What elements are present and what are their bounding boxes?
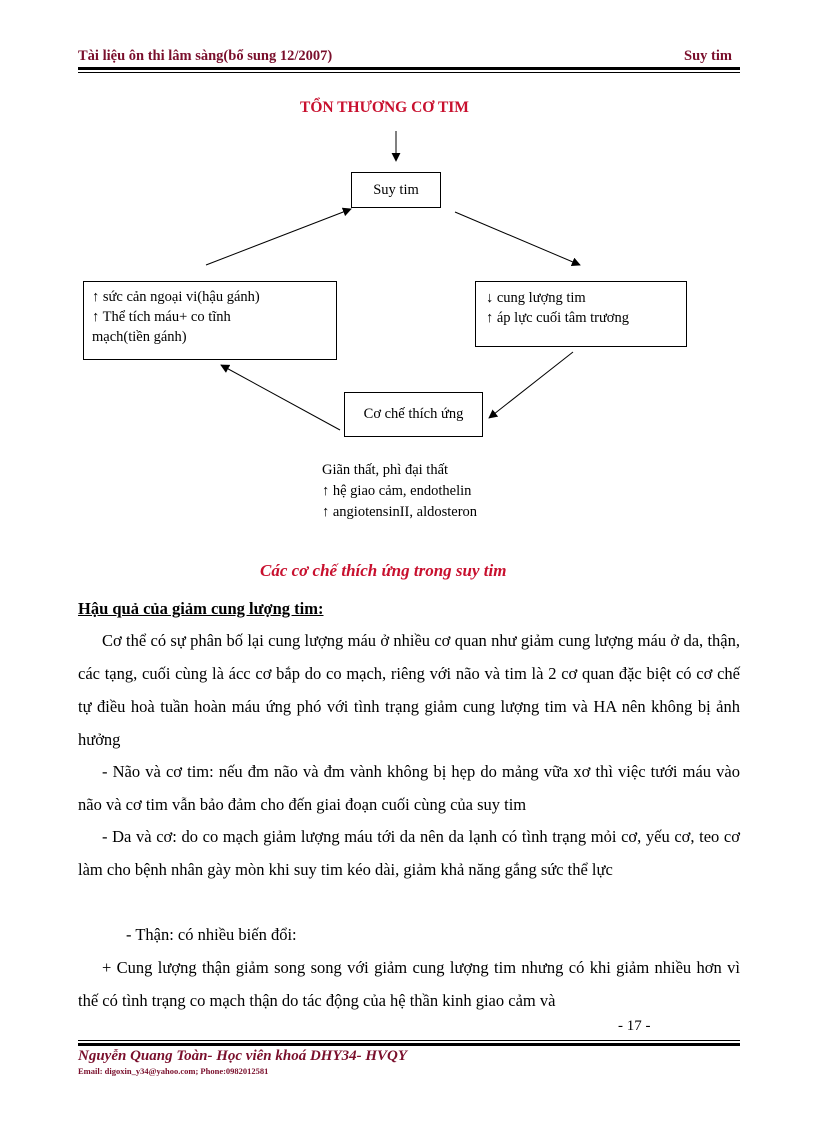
- paragraph: - Não và cơ tim: nếu đm não và đm vành không bị hẹp do mảng vữa xơ thì việc tưới máu vào não và cơ tim vẫn bảo đảm cho đến giai đoạn cuối cùng của suy tim: [78, 762, 740, 814]
- diagram-caption: Các cơ chế thích ứng trong suy tim: [260, 561, 507, 580]
- arrow-center-to-right: [455, 212, 580, 265]
- paragraph: + Cung lượng thận giảm song song với giảm cung lượng tim nhưng có khi giảm nhiều hơn vì thế có tình trạng co mạch thận do tác động của hệ thần kinh giao cảm và: [78, 958, 740, 1010]
- footer-rule-thin: [78, 1040, 740, 1041]
- footer-contact: Email: digoxin_y34@yahoo.com; Phone:0982012581: [78, 1066, 269, 1076]
- paragraph: - Thận: có nhiều biến đổi:: [126, 925, 297, 944]
- page-number: - 17 -: [618, 1018, 651, 1034]
- arrow-bottom-to-left: [221, 365, 340, 430]
- note-line: Giãn thất, phì đại thất: [322, 462, 449, 478]
- note-line: ↑ hệ giao cảm, endothelin: [322, 483, 472, 499]
- box-line: ↑ sức cản ngoại vi(hậu gánh): [92, 289, 260, 305]
- section-heading: Hậu quả của giảm cung lượng tim:: [78, 599, 324, 618]
- diagram-box-cardiac-output: [475, 281, 687, 347]
- footer-rule: [78, 1043, 740, 1046]
- footer-author: Nguyễn Quang Toàn- Học viên khoá DHY34- HVQY: [78, 1048, 408, 1064]
- box-line: ↑ Thể tích máu+ co tĩnh: [92, 309, 231, 325]
- arrow-right-to-bottom: [489, 352, 573, 418]
- header-document-title: Tài liệu ôn thi lâm sàng(bổ sung 12/2007): [78, 48, 333, 64]
- box-line: ↓ cung lượng tim: [486, 290, 586, 306]
- box-line: mạch(tiền gánh): [92, 329, 187, 345]
- paragraph: - Da và cơ: do co mạch giảm lượng máu tới da nên da lạnh có tình trạng mỏi cơ, yếu cơ, teo cơ làm cho bệnh nhân gày mòn khi suy tim kéo dài, giảm khả năng gắng sức thể lực: [78, 827, 740, 879]
- box-line: ↑ áp lực cuối tâm trương: [486, 310, 629, 326]
- note-line: ↑ angiotensinII, aldosteron: [322, 504, 478, 520]
- header-section-title: Suy tim: [684, 48, 732, 64]
- diagram-box-resistance: [83, 281, 337, 360]
- diagram-title: TỔN THƯƠNG CƠ TIM: [300, 99, 469, 116]
- paragraph: Cơ thể có sự phân bố lại cung lượng máu ở nhiều cơ quan như giảm cung lượng máu ở da, thận, các tạng, cuối cùng là ácc cơ bắp do co mạch, riêng với não và tim là 2 cơ quan đặc biệt có cơ chế tự điều hoà tuần hoàn máu ứng phó với tình trạng giảm cung lượng tim và HA nên không bị ảnh hưởng: [78, 631, 740, 749]
- diagram-notes: [322, 460, 477, 523]
- diagram-box-heart-failure: Suy tim: [351, 172, 441, 208]
- diagram-box-adaptive-mechanism: Cơ chế thích ứng: [344, 392, 483, 437]
- arrow-left-to-center: [206, 209, 351, 265]
